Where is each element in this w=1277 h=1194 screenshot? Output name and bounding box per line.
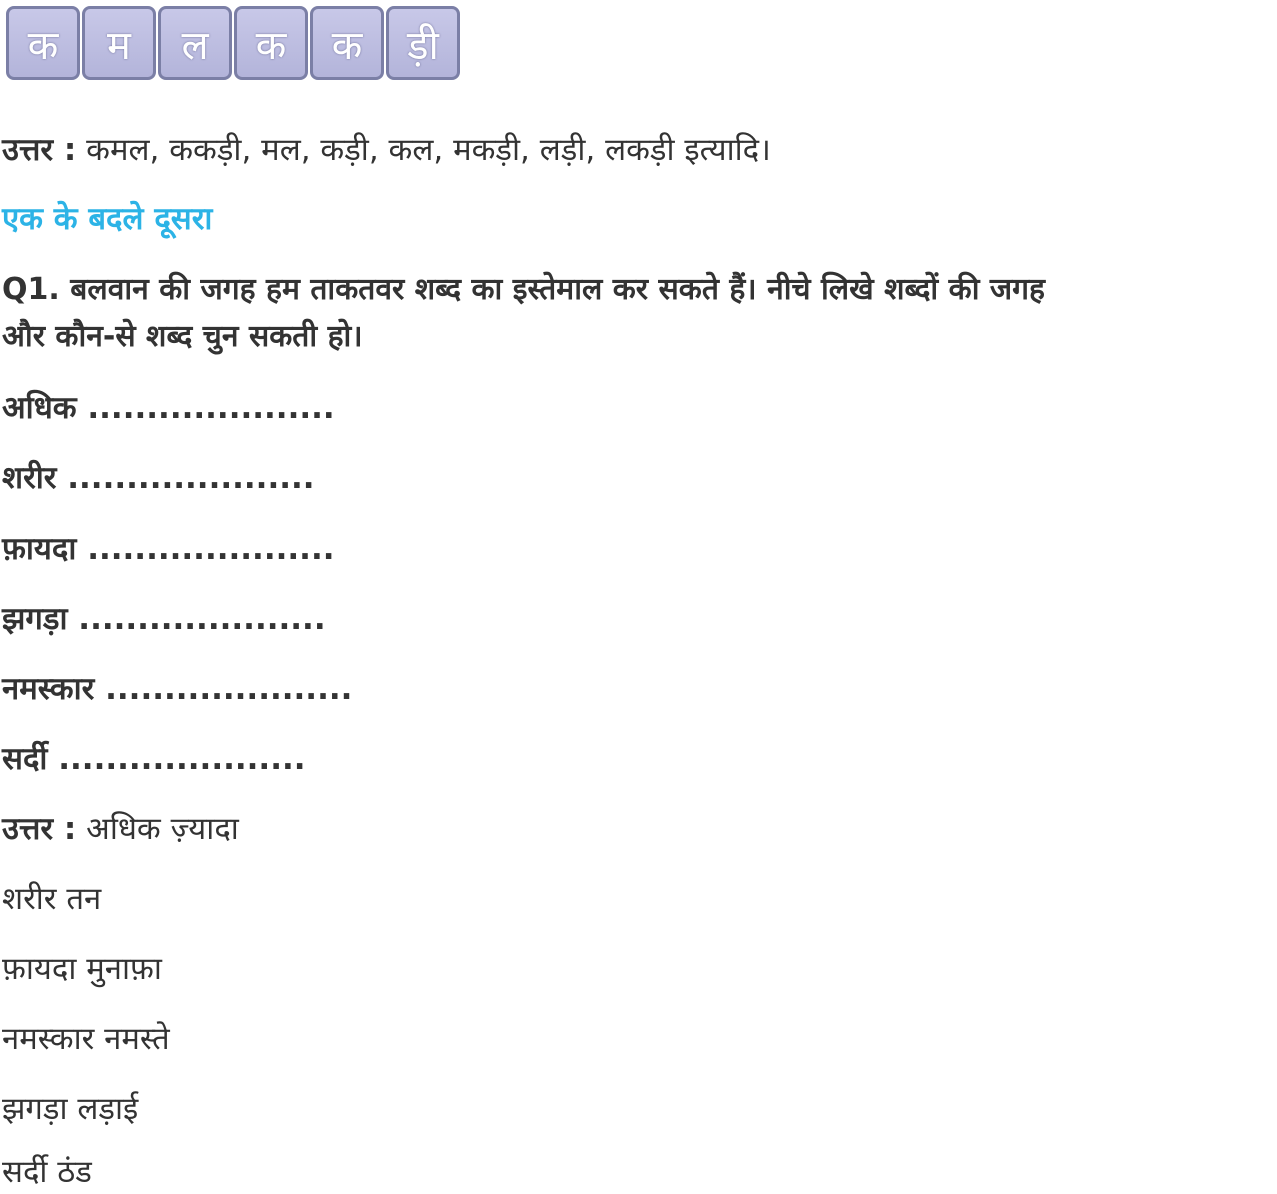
blank-item: झगड़ा ..................... <box>2 601 326 637</box>
letter-tiles <box>6 6 460 80</box>
answer-item: फ़ायदा मुनाफ़ा <box>2 951 162 987</box>
letter-tile: ल <box>158 6 232 80</box>
answer-label: उत्तर : <box>2 811 77 847</box>
answer-item: शरीर तन <box>2 881 102 917</box>
answer-item: झगड़ा लड़ाई <box>2 1091 139 1127</box>
letter-tile: क <box>6 6 80 80</box>
question-line-2: और कौन-से शब्द चुन सकती हो। <box>2 319 363 354</box>
blank-item: अधिक ..................... <box>2 390 335 426</box>
answer-text: कमल, ककड़ी, मल, कड़ी, कल, मकड़ी, लड़ी, लकड़ी इत्यादि। <box>86 132 771 168</box>
blank-item: नमस्कार ..................... <box>2 671 353 707</box>
letter-tile: म <box>82 6 156 80</box>
blank-item: फ़ायदा ..................... <box>2 531 335 567</box>
answer-line-2 <box>2 809 239 849</box>
letter-tile: क <box>234 6 308 80</box>
letter-tile: क <box>310 6 384 80</box>
blank-item: शरीर ..................... <box>2 460 315 496</box>
letter-tile: ड़ी <box>386 6 460 80</box>
answer-item: नमस्कार नमस्ते <box>2 1021 170 1057</box>
answer-item: सर्दी ठंड <box>2 1154 92 1190</box>
section-title: एक के बदले दूसरा <box>2 201 213 237</box>
answer-line-1 <box>2 130 771 170</box>
answer-label: उत्तर : <box>2 132 77 168</box>
question-line-1: Q1. बलवान की जगह हम ताकतवर शब्द का इस्तेमाल कर सकते हैं। नीचे लिखे शब्दों की जगह <box>2 272 1045 307</box>
answer-text: अधिक ज़्यादा <box>86 811 239 847</box>
blank-item: सर्दी ..................... <box>2 741 306 777</box>
